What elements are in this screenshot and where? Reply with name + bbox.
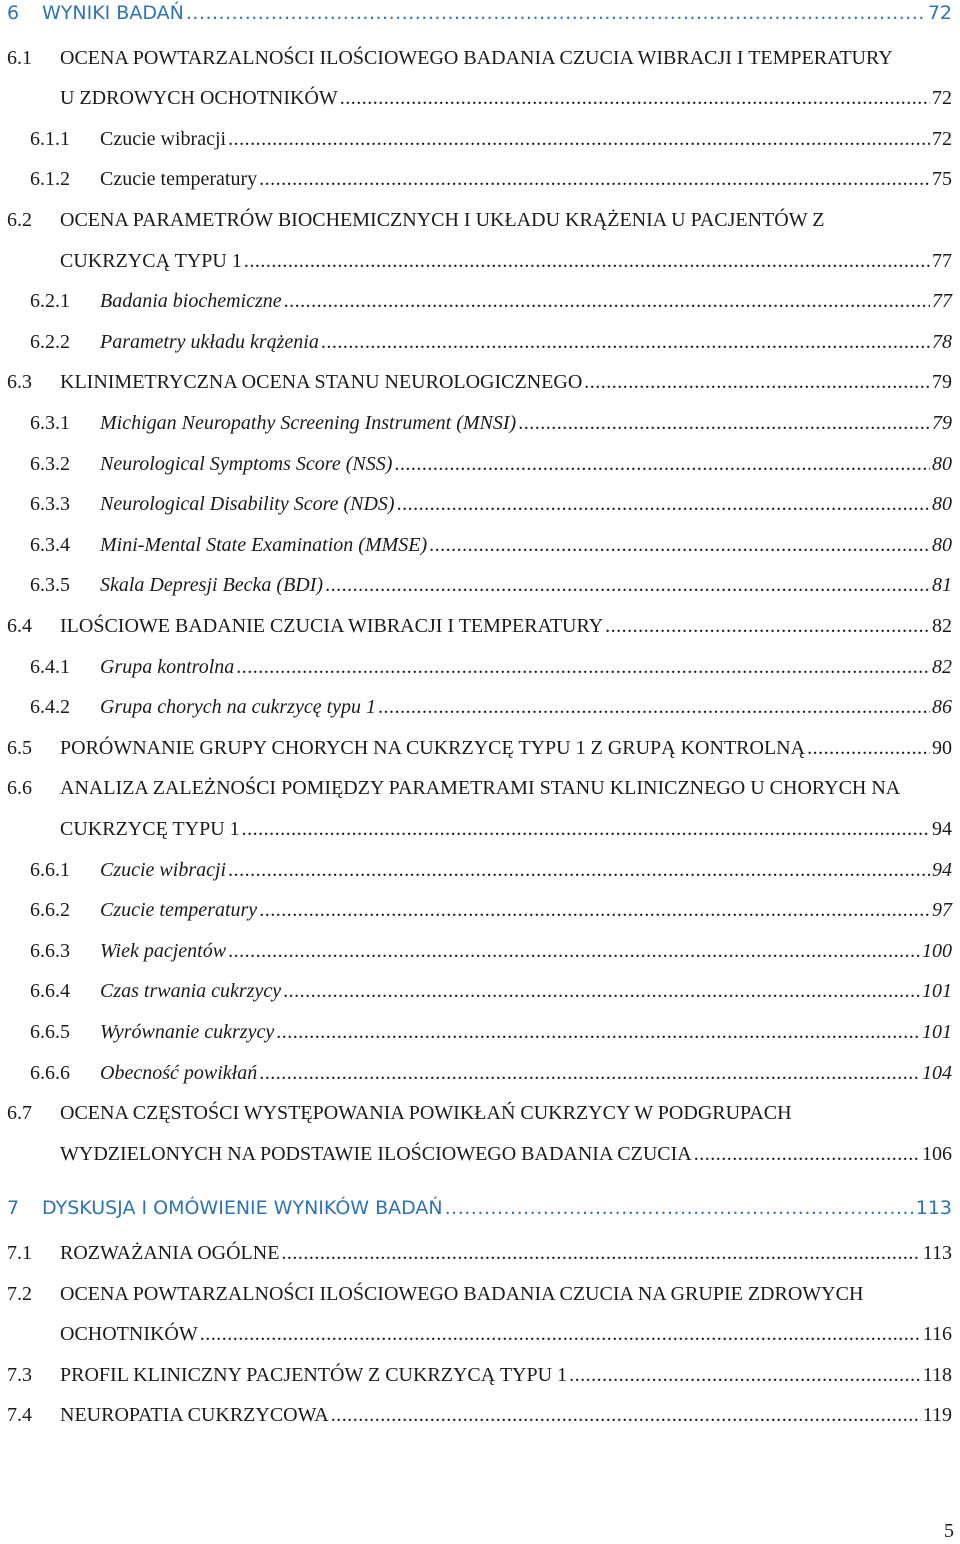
- toc-entry-number: 6.4: [7, 615, 32, 637]
- toc-line: [0, 574, 956, 602]
- toc-entry-number: 6.2.1: [30, 290, 70, 313]
- toc-entry-title: Czucie temperatury: [100, 899, 258, 922]
- toc-line: [0, 168, 956, 196]
- toc-entry-page: 101: [922, 1021, 952, 1043]
- toc-line: [0, 453, 956, 481]
- toc-entry-page: 94: [932, 858, 952, 881]
- toc-entry-title: PROFIL KLINICZNY PACJENTÓW Z CUKRZYCĄ TYPU 1: [60, 1363, 568, 1386]
- toc-dot-leader: [244, 250, 930, 273]
- toc-entry-title: Wyrównanie cukrzycy: [100, 1021, 275, 1043]
- toc-line: [0, 859, 956, 887]
- toc-dot-leader: [200, 1323, 921, 1346]
- toc-dot-leader: [242, 818, 930, 841]
- toc-line: [0, 1242, 956, 1270]
- toc-dot-leader: [259, 899, 930, 922]
- toc-entry-page: 97: [932, 899, 952, 922]
- toc-entry-number: 6.3.4: [30, 533, 70, 556]
- toc-entry-page: 72: [932, 127, 952, 150]
- toc-entry-title: Badania biochemiczne: [100, 290, 282, 313]
- toc-entry-page: 77: [932, 249, 952, 272]
- toc-entry-page: 81: [932, 574, 952, 597]
- toc-entry-page: 78: [932, 330, 952, 353]
- toc-entry-title: Grupa kontrolna: [100, 655, 235, 678]
- toc-entry-page: 80: [932, 533, 952, 556]
- toc-entry-number: 6.7: [7, 1102, 32, 1125]
- toc-entry-title: WYNIKI BADAŃ: [42, 2, 184, 24]
- toc-entry-title: Neurological Symptoms Score (NSS): [100, 452, 393, 475]
- toc-line: [0, 371, 956, 399]
- toc-entry-page: 119: [922, 1404, 952, 1427]
- toc-line: [0, 696, 956, 724]
- toc-entry-number: 7.4: [7, 1404, 32, 1427]
- toc-line: [0, 1102, 956, 1130]
- toc-entry-number: 6.2.2: [30, 330, 70, 353]
- toc-dot-leader: [429, 534, 930, 557]
- toc-entry-number: 6.1.1: [30, 127, 70, 150]
- toc-line: [0, 1143, 956, 1171]
- toc-entry-title: Parametry układu krążenia: [100, 330, 319, 353]
- toc-line: [0, 615, 956, 643]
- toc-line: [0, 331, 956, 359]
- toc-dot-leader: [518, 412, 930, 435]
- toc-entry-number: 6.1.2: [30, 168, 70, 191]
- toc-entry-title: NEUROPATIA CUKRZYCOWA: [60, 1404, 329, 1427]
- toc-dot-leader: [569, 1364, 921, 1387]
- toc-entry-page: 80: [932, 452, 952, 475]
- toc-entry-number: 7.2: [7, 1282, 32, 1305]
- toc-entry-page: 101: [922, 980, 952, 1003]
- toc-dot-leader: [284, 290, 930, 313]
- toc-entry-title: Czas trwania cukrzycy: [100, 980, 282, 1003]
- toc-line: [0, 656, 956, 684]
- toc-entry-page: 79: [932, 371, 952, 394]
- toc-entry-page: 77: [932, 290, 952, 313]
- toc-entry-page: 86: [932, 696, 952, 719]
- toc-entry-number: 6.6.5: [30, 1021, 70, 1043]
- toc-entry-title: Czucie wibracji: [100, 858, 227, 881]
- toc-entry-title: Czucie wibracji: [100, 127, 227, 150]
- toc-entry-number: 6.3.3: [30, 493, 70, 516]
- toc-line: [0, 47, 956, 75]
- toc-entry-title: ILOŚCIOWE BADANIE CZUCIA WIBRACJI I TEMPERATURY: [60, 615, 604, 637]
- toc-entry-number: 6.4.1: [30, 655, 70, 678]
- toc-line: [0, 412, 956, 440]
- toc-entry-number: 6.6.3: [30, 939, 70, 962]
- toc-dot-leader: [321, 331, 930, 354]
- toc-entry-title: Michigan Neuropathy Screening Instrument (MNSI): [100, 412, 517, 434]
- toc-entry-title: Grupa chorych na cukrzycę typu 1: [100, 696, 377, 719]
- toc-dot-leader: [259, 1062, 920, 1085]
- toc-entry-page: 118: [922, 1363, 952, 1386]
- toc-entry-title: Neurological Disability Score (NDS): [100, 493, 395, 516]
- toc-dot-leader: [807, 737, 930, 760]
- toc-entry-title: WYDZIELONYCH NA PODSTAWIE ILOŚCIOWEGO BADANIA CZUCIA: [60, 1142, 692, 1165]
- toc-entry-title: Skala Depresji Becka (BDI): [100, 574, 324, 597]
- toc-dot-leader: [605, 615, 930, 638]
- toc-entry-title: U ZDROWYCH OCHOTNIKÓW: [60, 87, 338, 110]
- toc-entry-number: 7.1: [7, 1242, 32, 1264]
- toc-line: [0, 209, 956, 237]
- toc-entry-page: 79: [932, 412, 952, 434]
- toc-entry-title: OCENA POWTARZALNOŚCI ILOŚCIOWEGO BADANIA CZUCIA NA GRUPIE ZDROWYCH: [60, 1282, 864, 1305]
- toc-dot-leader: [584, 371, 930, 394]
- toc-entry-number: 6.6: [7, 777, 32, 800]
- toc-line: [0, 899, 956, 927]
- toc-dot-leader: [228, 128, 930, 151]
- toc-dot-leader: [276, 1021, 920, 1044]
- toc-line: [0, 1323, 956, 1351]
- toc-entry-page: 80: [932, 493, 952, 516]
- toc-line: [0, 1404, 956, 1432]
- toc-line: [0, 1283, 956, 1311]
- toc-entry-page: 113: [922, 1242, 952, 1264]
- toc-entry-page: 113: [915, 1197, 952, 1220]
- toc-dot-leader: [445, 1197, 914, 1219]
- toc-entry-title: Mini-Mental State Examination (MMSE): [100, 533, 428, 556]
- toc-entry-page: 82: [932, 615, 952, 637]
- toc-entry-number: 6.5: [7, 736, 32, 759]
- toc-dot-leader: [228, 859, 930, 882]
- toc-line: [0, 87, 956, 115]
- toc-line: [0, 1197, 956, 1225]
- toc-entry-title: Czucie temperatury: [100, 168, 258, 191]
- toc-entry-title: Obecność powikłań: [100, 1061, 258, 1084]
- toc-line: [0, 290, 956, 318]
- toc-dot-leader: [340, 87, 930, 110]
- toc-entry-title: KLINIMETRYCZNA OCENA STANU NEUROLOGICZNEGO: [60, 371, 583, 394]
- toc-entry-number: 6.1: [7, 46, 32, 69]
- toc-dot-leader: [283, 980, 920, 1003]
- toc-entry-number: 6.2: [7, 209, 32, 231]
- toc-dot-leader: [228, 940, 920, 963]
- toc-entry-number: 6.3.2: [30, 452, 70, 475]
- toc-line: [0, 940, 956, 968]
- toc-dot-leader: [694, 1143, 920, 1166]
- toc-line: [0, 737, 956, 765]
- toc-line: [0, 534, 956, 562]
- toc-line: [0, 493, 956, 521]
- toc-entry-title: ROZWAŻANIA OGÓLNE: [60, 1242, 280, 1264]
- toc-dot-leader: [236, 656, 930, 679]
- toc-line: [0, 250, 956, 278]
- toc-dot-leader: [281, 1242, 920, 1265]
- toc-entry-page: 104: [922, 1061, 952, 1084]
- toc-line: [0, 128, 956, 156]
- toc-entry-number: 7: [7, 1197, 20, 1220]
- toc-entry-page: 72: [927, 2, 952, 24]
- toc-line: [0, 980, 956, 1008]
- toc-entry-page: 82: [932, 655, 952, 678]
- toc-dot-leader: [259, 168, 930, 191]
- toc-line: [0, 777, 956, 805]
- toc-entry-page: 116: [922, 1323, 952, 1346]
- toc-entry-number: 6: [7, 2, 20, 24]
- toc-entry-title: OCENA PARAMETRÓW BIOCHEMICZNYCH I UKŁADU KRĄŻENIA U PACJENTÓW Z: [60, 209, 825, 231]
- toc-entry-page: 75: [932, 168, 952, 191]
- toc-entry-title: PORÓWNANIE GRUPY CHORYCH NA CUKRZYCĘ TYPU 1 Z GRUPĄ KONTROLNĄ: [60, 736, 806, 759]
- toc-entry-number: 6.6.6: [30, 1061, 70, 1084]
- toc-entry-number: 7.3: [7, 1363, 32, 1386]
- toc-dot-leader: [331, 1404, 921, 1427]
- toc-dot-leader: [397, 493, 930, 516]
- toc-entry-title: ANALIZA ZALEŻNOŚCI POMIĘDZY PARAMETRAMI STANU KLINICZNEGO U CHORYCH NA: [60, 777, 901, 800]
- toc-entry-title: OCENA CZĘSTOŚCI WYSTĘPOWANIA POWIKŁAŃ CUKRZYCY W PODGRUPACH: [60, 1102, 792, 1125]
- toc-entry-number: 6.3: [7, 371, 32, 394]
- toc-line: [0, 1062, 956, 1090]
- toc-line: [0, 818, 956, 846]
- toc-entry-page: 100: [922, 939, 952, 962]
- toc-entry-number: 6.6.2: [30, 899, 70, 922]
- toc-entry-title: CUKRZYCĄ TYPU 1: [60, 249, 242, 272]
- toc-line: [0, 1364, 956, 1392]
- toc-dot-leader: [394, 453, 930, 476]
- toc-entry-title: CUKRZYCĘ TYPU 1: [60, 818, 240, 840]
- toc-line: [0, 1021, 956, 1049]
- toc-entry-number: 6.3.5: [30, 574, 70, 597]
- toc-entry-number: 6.6.1: [30, 858, 70, 881]
- toc-entry-number: 6.6.4: [30, 980, 70, 1003]
- toc-entry-page: 90: [932, 736, 952, 759]
- toc-entry-page: 94: [932, 818, 952, 840]
- toc-entry-title: Wiek pacjentów: [100, 939, 227, 962]
- toc-dot-leader: [325, 574, 930, 597]
- toc-dot-leader: [378, 696, 930, 719]
- toc-entry-number: 6.3.1: [30, 412, 70, 434]
- toc-entry-title: OCENA POWTARZALNOŚCI ILOŚCIOWEGO BADANIA CZUCIA WIBRACJI I TEMPERATURY: [60, 46, 893, 69]
- toc-entry-number: 6.4.2: [30, 696, 70, 719]
- toc-entry-title: OCHOTNIKÓW: [60, 1323, 198, 1346]
- toc-entry-page: 106: [922, 1142, 952, 1165]
- toc-entry-title: DYSKUSJA I OMÓWIENIE WYNIKÓW BADAŃ: [42, 1197, 443, 1220]
- toc-line: [0, 2, 956, 30]
- page-number: 5: [944, 1520, 954, 1542]
- toc-dot-leader: [186, 2, 926, 24]
- toc-entry-page: 72: [932, 87, 952, 110]
